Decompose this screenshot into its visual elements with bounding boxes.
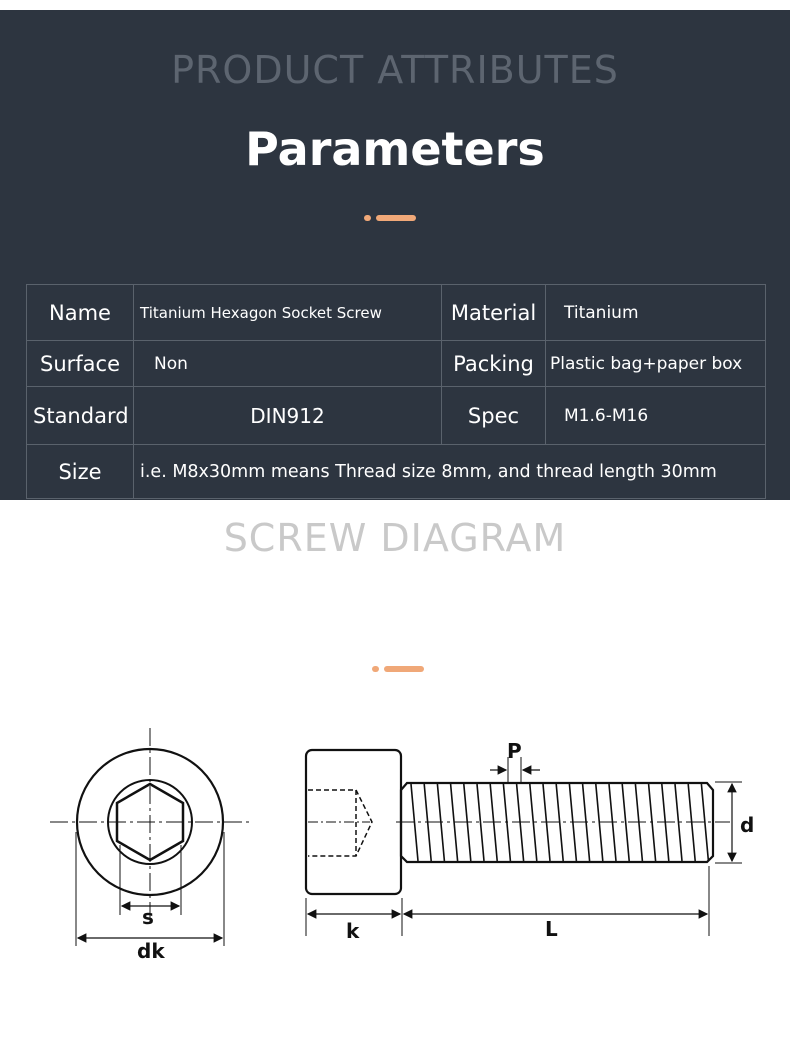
dim-label-k: k	[346, 919, 360, 943]
size-label: Size	[27, 445, 134, 499]
parameters-heading: Parameters	[245, 122, 545, 176]
surface-label: Surface	[27, 341, 134, 387]
dim-label-l: L	[545, 917, 558, 941]
packing-label: Packing	[442, 341, 546, 387]
dim-label-dk: dk	[137, 939, 165, 963]
spec-label: Spec	[442, 387, 546, 445]
divider-dot	[364, 215, 371, 221]
surface-value: Non	[134, 341, 442, 387]
dim-label-d: d	[740, 813, 755, 837]
standard-value: DIN912	[134, 387, 442, 445]
table-row	[27, 285, 766, 341]
packing-value: Plastic bag+paper box	[546, 341, 766, 387]
table-row	[27, 341, 766, 387]
screw-diagram	[0, 700, 790, 980]
screw-side-view	[306, 750, 742, 936]
product-attributes-eyebrow: PRODUCT ATTRIBUTES	[171, 48, 619, 92]
material-value: Titanium	[546, 285, 766, 341]
table-row	[27, 387, 766, 445]
dim-label-s: s	[142, 905, 154, 929]
divider-bar	[384, 666, 424, 672]
size-value: i.e. M8x30mm means Thread size 8mm, and thread length 30mm	[134, 445, 766, 499]
name-label: Name	[27, 285, 134, 341]
divider-dot	[372, 666, 379, 672]
material-label: Material	[442, 285, 546, 341]
spec-value: M1.6-M16	[546, 387, 766, 445]
divider-bar	[376, 215, 416, 221]
name-value: Titanium Hexagon Socket Screw	[134, 285, 442, 341]
parameters-table	[26, 284, 766, 499]
screw-diagram-title: SCREW DIAGRAM	[223, 516, 567, 560]
dim-label-p: P	[507, 739, 522, 763]
standard-label: Standard	[27, 387, 134, 445]
table-row	[27, 445, 766, 499]
